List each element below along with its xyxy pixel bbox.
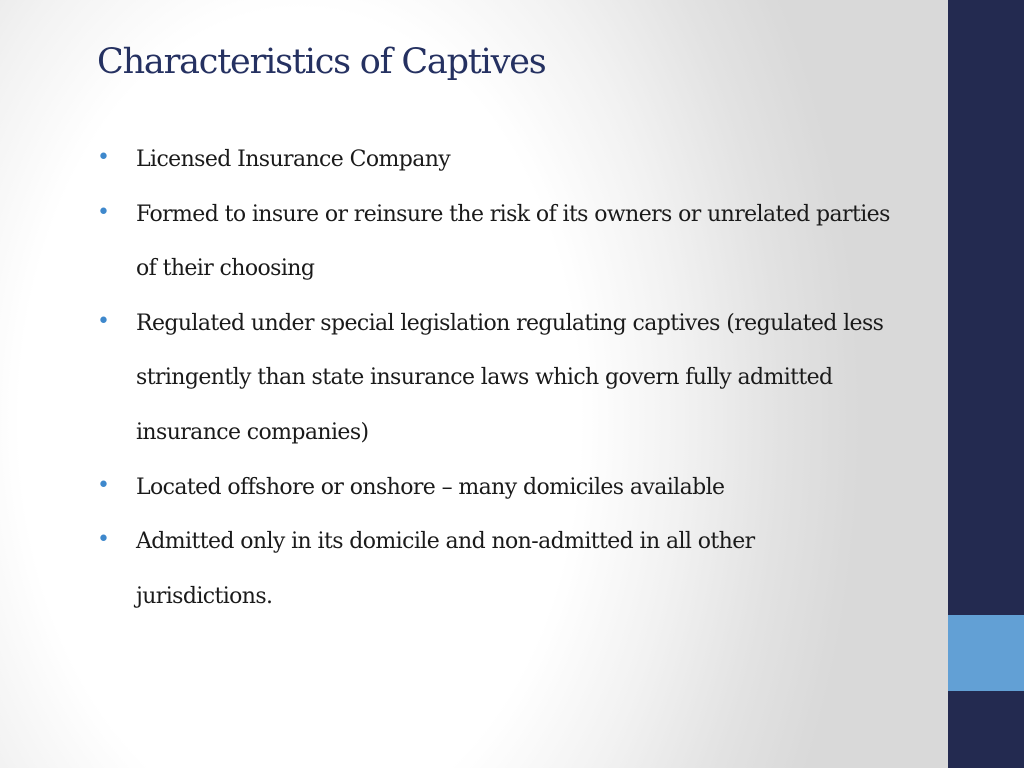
bullet-item [97,297,897,461]
bullet-dot-icon: • [97,472,110,498]
bullet-text: Licensed Insurance Company [136,147,451,172]
side-accent-block [948,615,1024,691]
bullet-list [97,133,897,624]
bullet-item [97,133,897,188]
bullet-item [97,188,897,297]
bullet-text: Regulated under special legislation regulating captives (regulated less stringently than state insurance laws which govern fully admitted insurance companies) [136,310,884,445]
bullet-text: Admitted only in its domicile and non-admitted in all other jurisdictions. [136,529,755,609]
bullet-text: Located offshore or onshore – many domiciles available [136,474,725,500]
slide-title: Characteristics of Captives [97,42,546,82]
bullet-dot-icon: • [97,199,110,225]
bullet-dot-icon: • [97,145,110,170]
bullet-dot-icon: • [97,527,110,553]
bullet-item [97,461,897,516]
bullet-text: Formed to insure or reinsure the risk of its owners or unrelated parties of their choosing [136,201,890,282]
bullet-item [97,515,897,624]
bullet-dot-icon: • [97,308,110,334]
